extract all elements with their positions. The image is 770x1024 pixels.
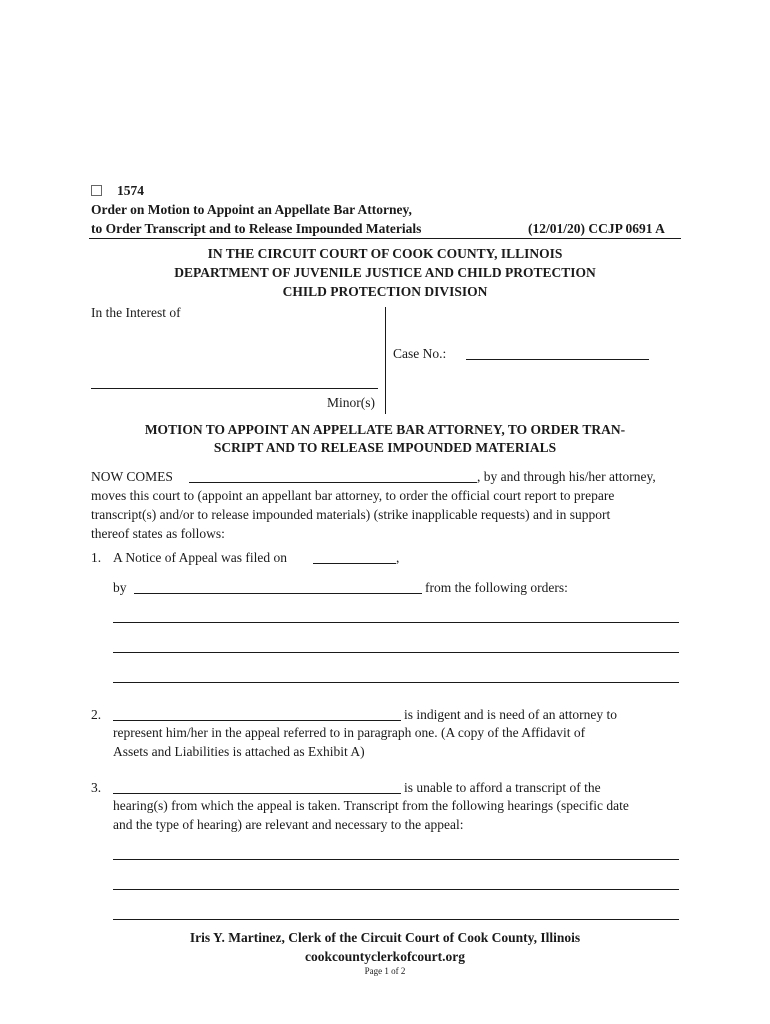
item1-comma: , (396, 550, 400, 565)
form-title-line1: Order on Motion to Appoint an Appellate Bar Attorney, (91, 202, 412, 217)
case-no-field[interactable] (466, 359, 649, 360)
item2-text2: represent him/her in the appeal referred to in paragraph one. (A copy of the Affidavit of (113, 725, 586, 740)
item2-text3: Assets and Liabilities is attached as Exhibit A) (113, 744, 365, 759)
court-line1: IN THE CIRCUIT COURT OF COOK COUNTY, ILLINOIS (207, 246, 563, 261)
item1-text: A Notice of Appeal was filed on (113, 550, 287, 565)
court-line2: DEPARTMENT OF JUVENILE JUSTICE AND CHILD PROTECTION (174, 265, 596, 280)
item2-text1: is indigent and is need of an attorney to (404, 707, 617, 722)
form-title-line2: to Order Transcript and to Release Impounded Materials (91, 221, 422, 236)
item3-number: 3. (91, 780, 102, 795)
orders-line3[interactable] (113, 682, 679, 683)
hearings-line1[interactable] (113, 859, 679, 860)
motion-title-line2: SCRIPT AND TO RELEASE IMPOUNDED MATERIALS (213, 440, 557, 455)
minor-name-field[interactable] (91, 388, 378, 389)
item3-text2: hearing(s) from which the appeal is taken. Transcript from the following hearings (specific date (113, 798, 629, 813)
orders-line2[interactable] (113, 652, 679, 653)
hearings-line2[interactable] (113, 889, 679, 890)
item3-text3: and the type of hearing) are relevant and necessary to the appeal: (113, 817, 464, 832)
by-through-text: , by and through his/her attorney, (477, 469, 656, 484)
form-number: 1574 (117, 183, 144, 198)
form-checkbox[interactable] (91, 185, 102, 196)
notice-date-field[interactable] (313, 563, 396, 564)
page-number: Page 1 of 2 (364, 966, 406, 976)
motion-title-line1: MOTION TO APPOINT AN APPELLATE BAR ATTORNEY, TO ORDER TRAN- (144, 422, 626, 437)
clerk-website: cookcountyclerkofcourt.org (304, 949, 466, 964)
paragraph-line2: moves this court to (appoint an appellant bar attorney, to order the official court report to prepare (91, 488, 615, 503)
indigent-party-field[interactable] (113, 720, 401, 721)
item1-number: 1. (91, 550, 102, 565)
minors-label: Minor(s) (327, 395, 375, 410)
caption-divider (385, 307, 386, 414)
form-code: (12/01/20) CCJP 0691 A (528, 221, 665, 236)
case-no-label: Case No.: (393, 346, 447, 361)
item2-number: 2. (91, 707, 102, 722)
paragraph-line3: transcript(s) and/or to release impounded materials) (strike inapplicable requests) and in support (91, 507, 611, 522)
transcript-party-field[interactable] (113, 793, 401, 794)
movant-name-field[interactable] (189, 482, 477, 483)
item3-text1: is unable to afford a transcript of the (404, 780, 601, 795)
now-comes-label: NOW COMES (91, 469, 173, 484)
clerk-name: Iris Y. Martinez, Clerk of the Circuit Court of Cook County, Illinois (189, 930, 581, 945)
paragraph-line4: thereof states as follows: (91, 526, 225, 541)
orders-line1[interactable] (113, 622, 679, 623)
item1-by: by (113, 580, 127, 595)
hearings-line3[interactable] (113, 919, 679, 920)
court-line3: CHILD PROTECTION DIVISION (282, 284, 488, 299)
in-interest-label: In the Interest of (91, 305, 181, 320)
appellant-field[interactable] (134, 593, 422, 594)
item1-following: from the following orders: (425, 580, 568, 595)
header-rule (89, 238, 681, 239)
